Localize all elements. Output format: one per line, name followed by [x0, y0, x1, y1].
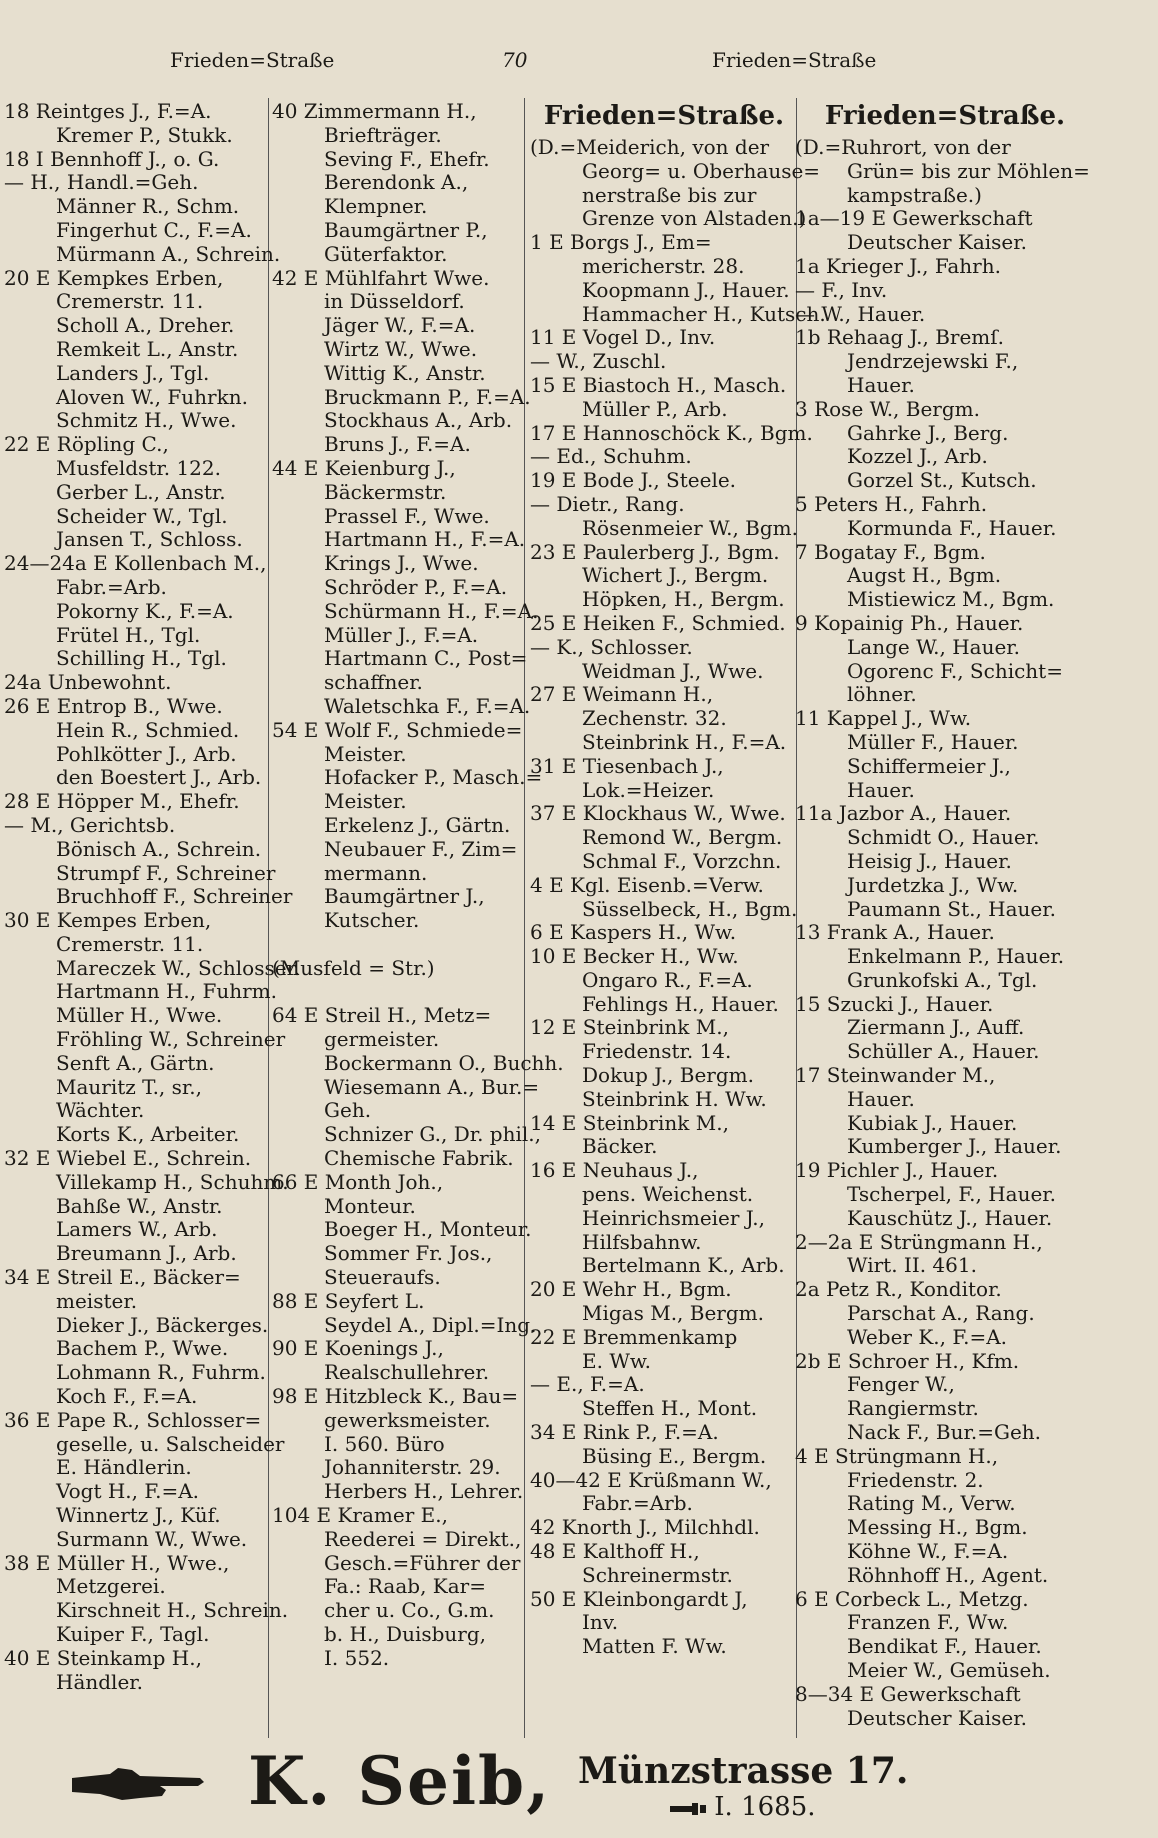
directory-entry: 31 E Tiesenbach J.,	[530, 753, 724, 778]
directory-entry: Röhnhoff H., Agent.	[847, 1562, 1049, 1587]
directory-entry: Friedenstr. 14.	[582, 1039, 732, 1064]
directory-entry: Dokup J., Bergm.	[582, 1063, 754, 1088]
directory-entry: 32 E Wiebel E., Schrein.	[4, 1146, 252, 1171]
directory-entry: Schreinermstr.	[582, 1562, 733, 1587]
directory-entry: Messing H., Bgm.	[847, 1515, 1028, 1540]
directory-entry: Scheider W., Tgl.	[56, 503, 228, 528]
directory-entry: Händler.	[56, 1669, 144, 1694]
directory-entry: Aloven W., Fuhrkn.	[56, 384, 248, 409]
directory-entry: 13 Frank A., Hauer.	[795, 920, 995, 945]
directory-entry: E. Ww.	[582, 1348, 651, 1373]
directory-entry: Lok.=Heizer.	[582, 777, 715, 802]
directory-entry: Kirschneit H., Schrein.	[56, 1598, 289, 1623]
directory-entry: Parschat A., Rang.	[847, 1301, 1035, 1326]
directory-entry: Kormunda F., Hauer.	[847, 515, 1057, 540]
directory-entry: 6 E Kaspers H., Ww.	[530, 920, 737, 945]
directory-entry: 7 Bogatay F., Bgm.	[795, 539, 986, 564]
directory-entry: Grenze von Alstaden.)	[582, 206, 807, 231]
directory-entry: Ongaro R., F.=A.	[582, 967, 753, 992]
directory-entry: Fa.: Raab, Kar=	[324, 1574, 486, 1599]
directory-entry: Köhne W., F.=A.	[847, 1539, 1009, 1564]
directory-entry: I. 552.	[324, 1645, 390, 1670]
page-number: 70	[502, 48, 528, 72]
directory-entry: Fingerhut C., F.=A.	[56, 217, 252, 242]
directory-entry: Steffen H., Mont.	[582, 1396, 758, 1421]
directory-entry: 6 E Corbeck L., Metzg.	[795, 1586, 1029, 1611]
directory-entry: Waletschka F., F.=A.	[324, 693, 531, 718]
directory-entry: Pohlkötter J., Arb.	[56, 741, 237, 766]
directory-entry: Georg= u. Oberhause=	[582, 158, 821, 183]
directory-entry: Heisig J., Hauer.	[847, 848, 1012, 873]
directory-entry: 12 E Steinbrink M.,	[530, 1015, 729, 1040]
directory-entry: Koopmann J., Hauer.	[582, 277, 790, 302]
directory-entry: Landers J., Tgl.	[56, 360, 210, 385]
directory-entry: Prassel F., Wwe.	[324, 503, 490, 528]
directory-entry: Cremerstr. 11.	[56, 931, 204, 956]
directory-entry: Zechenstr. 32.	[582, 706, 727, 731]
directory-entry: Meier W., Gemüseh.	[847, 1658, 1051, 1682]
directory-entry: Johanniterstr. 29.	[324, 1455, 501, 1480]
directory-entry: Baumgärtner J.,	[324, 884, 485, 909]
directory-entry: Deutscher Kaiser.	[847, 1705, 1027, 1730]
directory-entry: Surmann W., Wwe.	[56, 1526, 248, 1551]
directory-entry: Gesch.=Führer der	[324, 1550, 521, 1575]
directory-entry: Müller P., Arb.	[582, 396, 728, 421]
directory-entry: Mauritz T., sr.,	[56, 1074, 202, 1099]
directory-entry: E. Händlerin.	[56, 1455, 192, 1480]
directory-entry: 50 E Kleinbongardt J,	[530, 1586, 748, 1611]
directory-entry: — F., Inv.	[795, 277, 888, 302]
running-head	[0, 48, 1158, 78]
directory-entry: — Ed., Schuhm.	[530, 444, 692, 469]
directory-entry: 4 E Strüngmann H.,	[795, 1443, 999, 1468]
directory-entry: Lange W., Hauer.	[847, 634, 1021, 659]
directory-entry: 22 E Bremmenkamp	[530, 1324, 738, 1349]
directory-entry: (Musfeld = Str.)	[272, 955, 435, 980]
directory-entry: Bachem P., Wwe.	[56, 1336, 229, 1361]
directory-entry: mericherstr. 28.	[582, 253, 745, 278]
directory-entry: 98 E Hitzbleck K., Bau=	[272, 1384, 519, 1409]
directory-entry: 1 E Borgs J., Em=	[530, 230, 712, 255]
directory-entry: 40—42 E Krüßmann W.,	[530, 1467, 772, 1492]
directory-entry: Hauer.	[847, 372, 915, 397]
directory-entry: 42 Knorth J., Milchhdl.	[530, 1515, 760, 1540]
directory-entry: 66 E Month Joh.,	[272, 1169, 444, 1194]
directory-entry: Jäger W., F.=A.	[324, 313, 476, 338]
advertiser-street: Münzstrasse 17.	[578, 1750, 909, 1792]
directory-entry: Neubauer F., Zim=	[324, 836, 518, 861]
directory-column-2	[272, 99, 564, 1671]
directory-entry: (D.=Meiderich, von der	[530, 135, 770, 159]
directory-entry: Rating M., Verw.	[847, 1491, 1016, 1516]
directory-entry: Hartmann H., Fuhrm.	[56, 979, 278, 1004]
directory-entry: Winnertz J., Küf.	[56, 1503, 221, 1528]
directory-entry: Schmal F., Vorzchn.	[582, 848, 782, 873]
directory-entry: Ziermann J., Auff.	[847, 1015, 1025, 1040]
directory-entry: Süsselbeck, H., Bgm.	[582, 896, 798, 921]
directory-entry: Fenger W.,	[847, 1372, 955, 1397]
advertiser-phone-number: I. 1685.	[714, 1792, 816, 1822]
directory-entry: 16 E Neuhaus J.,	[530, 1158, 699, 1183]
directory-entry: Ogorenc F., Schicht=	[847, 658, 1063, 683]
directory-entry: Schmitz H., Wwe.	[56, 408, 237, 433]
directory-entry: Gerber L., Anstr.	[56, 479, 226, 504]
directory-entry: Pokorny K., F.=A.	[56, 598, 234, 623]
directory-entry: Schilling H., Tgl.	[56, 646, 227, 671]
directory-entry: 1a Krieger J., Fahrh.	[795, 253, 1001, 278]
directory-entry: 90 E Koenings J.,	[272, 1336, 444, 1361]
directory-entry: Kuiper F., Tagl.	[56, 1622, 210, 1646]
directory-entry: 8—34 E Gewerkschaft	[795, 1681, 1021, 1706]
directory-entry: Mistiewicz M., Bgm.	[847, 587, 1055, 612]
directory-entry: Hilfsbahnw.	[582, 1229, 702, 1254]
directory-entry: Erkelenz J., Gärtn.	[324, 812, 511, 837]
directory-entry: Hofacker P., Masch.=	[324, 765, 543, 790]
advertiser-name: K. Seib,	[248, 1742, 552, 1820]
directory-entry: Jendrzejewski F.,	[847, 349, 1019, 374]
directory-column-1	[4, 99, 301, 1694]
directory-entry: Realschullehrer.	[324, 1360, 490, 1385]
directory-entry: 11 Kappel J., Ww.	[795, 706, 972, 731]
directory-entry: Bruckmann P., F.=A.	[324, 384, 531, 409]
directory-entry: — W., Zuschl.	[530, 349, 667, 374]
directory-entry: Meister.	[324, 789, 407, 814]
directory-entry: 3 Rose W., Bergm.	[795, 396, 980, 421]
directory-entry: nerstraße bis zur	[582, 182, 757, 207]
directory-entry: 24—24a E Kollenbach M.,	[4, 551, 267, 576]
directory-entry: Klempner.	[324, 194, 428, 219]
directory-entry: 54 E Wolf F., Schmiede=	[272, 717, 523, 742]
directory-entry: 36 E Pape R., Schlosser=	[4, 1407, 262, 1432]
directory-entry: Kremer P., Stukk.	[56, 122, 233, 147]
directory-entry: 15 Szucki J., Hauer.	[795, 991, 994, 1016]
directory-entry: Remkeit L., Anstr.	[56, 336, 239, 361]
directory-entry: Bertelmann K., Arb.	[582, 1253, 785, 1278]
directory-entry: 88 E Seyfert L.	[272, 1288, 425, 1313]
directory-entry: 22 E Röpling C.,	[4, 432, 169, 457]
directory-entry: Mareczek W., Schlosser.	[56, 955, 301, 980]
directory-entry: — W., Hauer.	[795, 301, 926, 326]
directory-entry: Schüller A., Hauer.	[847, 1039, 1040, 1064]
directory-entry: Kozzel J., Arb.	[847, 444, 988, 469]
directory-entry: Steinbrink H. Ww.	[582, 1086, 767, 1111]
directory-entry: Hartmann C., Post=	[324, 646, 528, 671]
directory-entry: Müller J., F.=A.	[324, 622, 479, 647]
directory-entry: 37 E Klockhaus W., Wwe.	[530, 801, 786, 826]
directory-entry: 30 E Kempes Erben,	[4, 908, 212, 933]
advertiser-phone	[670, 1792, 816, 1822]
running-head-right: Frieden=Straße	[712, 48, 877, 72]
directory-entry: 44 E Keienburg J.,	[272, 455, 456, 480]
directory-entry: — E., F.=A.	[530, 1372, 645, 1397]
directory-entry: 38 E Müller H., Wwe.,	[4, 1550, 230, 1575]
directory-entry: Tscherpel, F., Hauer.	[847, 1182, 1057, 1207]
directory-entry: Grün= bis zur Möhlen=	[847, 158, 1090, 183]
directory-entry: cher u. Co., G.m.	[324, 1598, 495, 1623]
directory-entry: Fehlings H., Hauer.	[582, 991, 779, 1016]
directory-entry: kampstraße.)	[847, 182, 982, 207]
directory-entry: 5 Peters H., Fahrh.	[795, 491, 988, 516]
directory-entry: Seving F., Ehefr.	[324, 146, 490, 171]
directory-entry: Friedenstr. 2.	[847, 1467, 984, 1492]
directory-entry: Hartmann H., F.=A.	[324, 527, 526, 552]
directory-entry: Kumberger J., Hauer.	[847, 1134, 1062, 1159]
directory-entry: 24a Unbewohnt.	[4, 670, 172, 695]
directory-entry: meister.	[56, 1288, 138, 1313]
directory-entry: 23 E Paulerberg J., Bgm.	[530, 539, 780, 564]
directory-entry: schaffner.	[324, 670, 423, 695]
directory-entry: 17 Steinwander M.,	[795, 1063, 996, 1088]
directory-column-4	[795, 100, 1095, 1730]
directory-entry: — Dietr., Rang.	[530, 491, 685, 516]
directory-entry: Bruns J., F.=A.	[324, 432, 471, 457]
directory-entry: 20 E Kempkes Erben,	[4, 265, 224, 290]
directory-entry: Schürmann H., F.=A.	[324, 598, 539, 623]
pointing-hand-icon	[70, 1764, 210, 1804]
directory-entry: Kauschütz J., Hauer.	[847, 1205, 1053, 1230]
directory-entry: I. 560. Büro	[324, 1431, 445, 1456]
directory-entry: (D.=Ruhrort, von der	[795, 135, 1011, 159]
directory-entry: 1b Rehaag J., Bremſ.	[795, 325, 1005, 350]
directory-entry: Wirtz W., Wwe.	[324, 336, 478, 361]
directory-entry: Müller H., Wwe.	[56, 1003, 223, 1028]
directory-entry: 10 E Becker H., Ww.	[530, 944, 739, 969]
column-rule	[524, 98, 525, 1738]
directory-entry: 34 E Streil E., Bäcker=	[4, 1265, 241, 1290]
directory-entry: Nack F., Bur.=Geh.	[847, 1420, 1042, 1445]
directory-entry: Schnizer G., Dr. phil.,	[324, 1122, 541, 1147]
directory-entry: Metzgerei.	[56, 1574, 166, 1599]
directory-entry: Strumpf F., Schreiner	[56, 860, 276, 885]
directory-entry: Deutscher Kaiser.	[847, 230, 1027, 255]
directory-entry: Lamers W., Arb.	[56, 1217, 218, 1242]
directory-entry: Villekamp H., Schuhm.	[56, 1169, 289, 1194]
directory-entry: pens. Weichenst.	[582, 1182, 754, 1207]
directory-entry: Müller F., Hauer.	[847, 729, 1019, 754]
directory-entry: Hammacher H., Kutsch.	[582, 301, 826, 326]
directory-entry: Matten F. Ww.	[582, 1634, 727, 1659]
directory-entry: Steinbrink H., F.=A.	[582, 729, 787, 754]
telephone-icon	[670, 1803, 706, 1815]
directory-entry: Rangiermstr.	[847, 1396, 979, 1421]
directory-entry: Wichert J., Bergm.	[582, 563, 769, 588]
directory-entry: Musfeldstr. 122.	[56, 455, 221, 480]
directory-entry: Bruchhoff F., Schreiner	[56, 884, 293, 909]
directory-entry: Güterfaktor.	[324, 241, 448, 266]
directory-entry	[272, 980, 522, 1004]
directory-entry: Hein R., Schmied.	[56, 717, 240, 742]
directory-entry: Weidman J., Wwe.	[582, 658, 764, 683]
directory-entry: Bäckermstr.	[324, 479, 447, 504]
directory-entry: Briefträger.	[324, 122, 442, 147]
directory-entry: 34 E Rink P., F.=A.	[530, 1420, 719, 1445]
directory-entry: Gahrke J., Berg.	[847, 420, 1009, 445]
directory-entry: 17 E Hannoschöck K., Bgm.	[530, 420, 813, 445]
directory-entry: Schmidt O., Hauer.	[847, 825, 1040, 850]
directory-entry: den Boestert J., Arb.	[56, 765, 262, 790]
directory-entry: Rösenmeier W., Bgm.	[582, 515, 798, 540]
directory-entry: 26 E Entrop B., Wwe.	[4, 693, 223, 718]
directory-entry: 40 E Steinkamp H.,	[4, 1645, 202, 1670]
directory-entry: Heinrichsmeier J.,	[582, 1205, 765, 1230]
column-heading: Frieden=Straße.	[824, 101, 1066, 131]
column-heading: Frieden=Straße.	[543, 101, 785, 131]
directory-entry	[272, 933, 522, 957]
directory-entry: Chemische Fabrik.	[324, 1146, 514, 1171]
directory-entry: Baumgärtner P.,	[324, 217, 488, 242]
directory-entry: 9 Kopainig Ph., Hauer.	[795, 610, 1024, 635]
directory-entry: Meister.	[324, 741, 407, 766]
directory-entry: Senft A., Gärtn.	[56, 1050, 215, 1075]
directory-entry: 11a Jazbor A., Hauer.	[795, 801, 1012, 826]
directory-entry: Kutscher.	[324, 908, 420, 933]
directory-entry: b. H., Duisburg,	[324, 1622, 487, 1646]
directory-entry: Seydel A., Dipl.=Ing.	[324, 1312, 537, 1337]
directory-entry: Paumann St., Hauer.	[847, 896, 1056, 921]
directory-entry: 14 E Steinbrink M.,	[530, 1110, 729, 1135]
directory-entry: Schiffermeier J.,	[847, 753, 1011, 778]
directory-entry: Wirt. II. 461.	[847, 1253, 977, 1278]
running-head-left: Frieden=Straße	[170, 48, 335, 72]
directory-entry: — K., Schlosser.	[530, 634, 693, 659]
directory-entry: 42 E Mühlfahrt Wwe.	[272, 265, 490, 290]
directory-entry: Bendikat F., Hauer.	[847, 1634, 1042, 1659]
directory-entry: Dieker J., Bäckerges.	[56, 1312, 269, 1337]
directory-entry: 4 E Kgl. Eisenb.=Verw.	[530, 872, 764, 897]
directory-entry: germeister.	[324, 1027, 440, 1052]
directory-entry: Enkelmann P., Hauer.	[847, 944, 1065, 969]
directory-entry: 40 Zimmermann H.,	[272, 99, 477, 123]
directory-entry: Bockermann O., Buchh.	[324, 1050, 564, 1075]
directory-entry: Berendonk A.,	[324, 170, 469, 195]
directory-entry: Korts K., Arbeiter.	[56, 1122, 240, 1147]
directory-entry: 2—2a E Strüngmann H.,	[795, 1229, 1043, 1254]
directory-entry: Reederei = Direkt.,	[324, 1526, 522, 1551]
directory-entry: Remond W., Bergm.	[582, 825, 783, 850]
directory-entry: 48 E Kalthoff H.,	[530, 1539, 700, 1564]
directory-entry: Wächter.	[56, 1098, 145, 1123]
directory-entry: Boeger H., Monteur.	[324, 1217, 532, 1242]
directory-entry: Bönisch A., Schrein.	[56, 836, 262, 861]
directory-entry: Schröder P., F.=A.	[324, 574, 508, 599]
directory-entry: Wittig K., Anstr.	[324, 360, 486, 385]
directory-entry: Scholl A., Dreher.	[56, 313, 235, 338]
directory-entry: 1a—19 E Gewerkschaft	[795, 206, 1033, 231]
directory-entry: Monteur.	[324, 1193, 416, 1218]
directory-entry: 19 Pichler J., Hauer.	[795, 1158, 999, 1183]
directory-entry: Franzen F., Ww.	[847, 1610, 1009, 1635]
directory-entry: 18 Reintges J., F.=A.	[4, 99, 212, 123]
directory-entry: 20 E Wehr H., Bgm.	[530, 1277, 732, 1302]
advertisement	[70, 1742, 1110, 1822]
directory-entry: Hauer.	[847, 777, 915, 802]
directory-entry: Bäcker.	[582, 1134, 658, 1159]
directory-entry: Fröhling W., Schreiner	[56, 1027, 286, 1052]
directory-entry: — H., Handl.=Geh.	[4, 170, 199, 195]
directory-entry: Migas M., Bergm.	[582, 1301, 764, 1326]
directory-entry: 19 E Bode J., Steele.	[530, 468, 737, 493]
directory-entry: 15 E Biastoch H., Masch.	[530, 372, 787, 397]
directory-entry: Vogt H., F.=A.	[56, 1479, 200, 1504]
directory-entry: Hauer.	[847, 1086, 915, 1111]
directory-entry: Steueraufs.	[324, 1265, 441, 1290]
directory-entry: Cremerstr. 11.	[56, 289, 204, 314]
directory-entry: 11 E Vogel D., Inv.	[530, 325, 716, 350]
directory-entry: Höpken, H., Bergm.	[582, 587, 785, 612]
directory-entry: geselle, u. Salscheider	[56, 1431, 285, 1456]
directory-entry: Inv.	[582, 1610, 619, 1635]
directory-entry: Jurdetzka J., Ww.	[847, 872, 1019, 897]
directory-entry: in Düsseldorf.	[324, 289, 465, 314]
directory-entry: Koch F., F.=A.	[56, 1384, 198, 1409]
directory-entry: Bahße W., Anstr.	[56, 1193, 223, 1218]
directory-entry: Büsing E., Bergm.	[582, 1443, 767, 1468]
directory-entry: 64 E Streil H., Metz=	[272, 1003, 492, 1028]
directory-entry: Stockhaus A., Arb.	[324, 408, 513, 433]
directory-entry: Sommer Fr. Jos.,	[324, 1241, 493, 1266]
directory-entry: Weber K., F.=A.	[847, 1324, 1008, 1349]
directory-entry: 28 E Höpper M., Ehefr.	[4, 789, 240, 814]
directory-entry: mermann.	[324, 860, 428, 885]
directory-entry: 18 I Bennhoff J., o. G.	[4, 146, 220, 171]
directory-entry: Augst H., Bgm.	[847, 563, 1002, 588]
directory-entry: Fabr.=Arb.	[582, 1491, 693, 1516]
directory-entry: Jansen T., Schloss.	[56, 527, 243, 552]
directory-entry: Fabr.=Arb.	[56, 574, 167, 599]
directory-column-3	[530, 100, 826, 1659]
directory-entry: 2b E Schroer H., Kfm.	[795, 1348, 1020, 1373]
directory-entry: Grunkofski A., Tgl.	[847, 967, 1038, 992]
directory-entry: Herbers H., Lehrer.	[324, 1479, 524, 1504]
directory-entry: Männer R., Schm.	[56, 194, 240, 219]
directory-entry: gewerksmeister.	[324, 1407, 491, 1432]
directory-entry: 2a Petz R., Konditor.	[795, 1277, 1002, 1302]
directory-entry: — M., Gerichtsb.	[4, 812, 176, 837]
directory-entry: 27 E Weimann H.,	[530, 682, 714, 707]
directory-entry: 25 E Heiken F., Schmied.	[530, 610, 786, 635]
directory-entry: Kubiak J., Hauer.	[847, 1110, 1018, 1135]
directory-entry: Wiesemann A., Bur.=	[324, 1074, 540, 1099]
directory-entry: Frütel H., Tgl.	[56, 622, 201, 647]
directory-entry: 104 E Kramer E.,	[272, 1503, 448, 1528]
directory-entry: Breumann J., Arb.	[56, 1241, 237, 1266]
directory-entry: Gorzel St., Kutsch.	[847, 468, 1037, 493]
directory-entry: löhner.	[847, 682, 917, 707]
directory-entry: Krings J., Wwe.	[324, 551, 479, 576]
directory-entry: Geh.	[324, 1098, 372, 1123]
directory-entry: Mürmann A., Schrein.	[56, 241, 281, 266]
directory-entry: Lohmann R., Fuhrm.	[56, 1360, 266, 1385]
